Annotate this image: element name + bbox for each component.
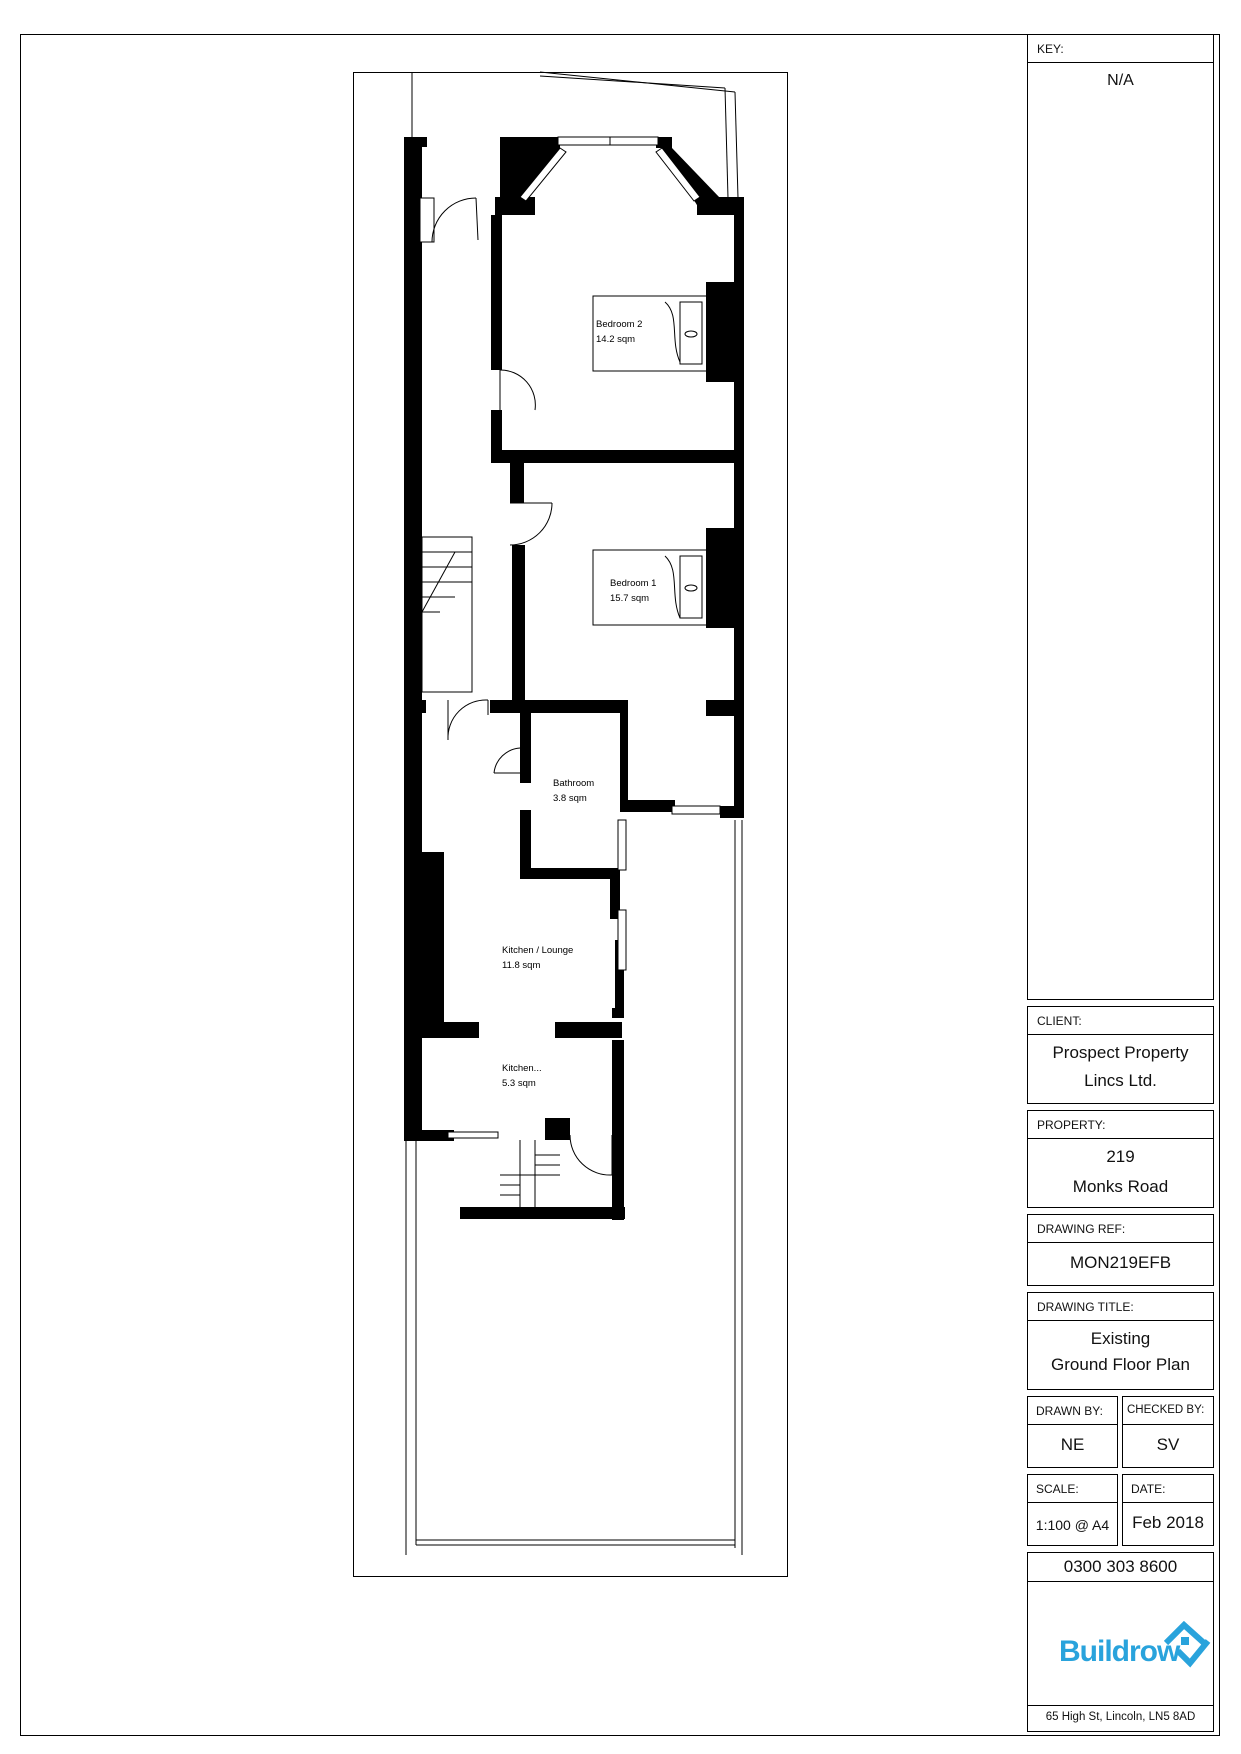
room-label-bathroom: [553, 776, 594, 806]
client-label: CLIENT:: [1028, 1007, 1213, 1035]
drawing-ref-label: DRAWING REF:: [1028, 1215, 1213, 1243]
room-name: Bedroom 1: [610, 578, 657, 589]
key-label: KEY:: [1028, 35, 1213, 63]
drawn-by-label: DRAWN BY:: [1028, 1397, 1117, 1425]
property-panel: [1027, 1110, 1214, 1208]
room-area: 3.8 sqm: [553, 793, 587, 804]
room-label-bedroom-1: [610, 576, 656, 606]
drawing-title-label: DRAWING TITLE:: [1028, 1293, 1213, 1321]
key-panel: [1027, 34, 1214, 1000]
drawing-ref-value: MON219EFB: [1069, 1253, 1172, 1272]
company-logo-icon: [1164, 1621, 1214, 1671]
room-area: 14.2 sqm: [596, 334, 636, 345]
date-value: Feb 2018: [1132, 1513, 1204, 1532]
scale-value: 1:100 @ A4: [1035, 1517, 1110, 1533]
date-panel: [1122, 1474, 1214, 1546]
room-name: Bathroom: [553, 778, 595, 789]
drawing-title-line-1: Existing: [1090, 1329, 1151, 1348]
room-name: Bedroom 2: [596, 319, 643, 330]
room-label-bedroom-2: [596, 317, 642, 347]
company-logo-text: Buildrow: [1059, 1635, 1180, 1668]
room-name: Kitchen / Lounge: [502, 945, 574, 956]
scale-panel: [1027, 1474, 1118, 1546]
scale-label: SCALE:: [1028, 1475, 1117, 1503]
walls: [404, 137, 744, 1220]
room-area: 15.7 sqm: [610, 593, 650, 604]
checked-by-panel: [1122, 1396, 1214, 1468]
date-label: DATE:: [1123, 1475, 1213, 1503]
room-label-kitchen-lounge: [502, 943, 573, 973]
drawn-by-value: NE: [1060, 1435, 1085, 1454]
drawing-ref-panel: [1027, 1214, 1214, 1286]
drawing-title-line-2: Ground Floor Plan: [1051, 1355, 1190, 1374]
room-name: Kitchen...: [502, 1063, 542, 1074]
property-label: PROPERTY:: [1028, 1111, 1213, 1139]
room-area: 5.3 sqm: [502, 1078, 536, 1089]
company-address: 65 High St, Lincoln, LN5 8AD: [1028, 1705, 1213, 1731]
checked-by-value: SV: [1156, 1435, 1180, 1454]
client-line-1: Prospect Property: [1052, 1043, 1189, 1062]
client-panel: [1027, 1006, 1214, 1104]
room-area: 11.8 sqm: [502, 960, 541, 971]
company-phone: 0300 303 8600: [1028, 1553, 1213, 1582]
key-value: N/A: [1107, 72, 1134, 89]
drawn-by-panel: [1027, 1396, 1118, 1468]
company-panel: [1027, 1552, 1214, 1732]
property-line-2: Monks Road: [1072, 1177, 1169, 1196]
room-label-kitchen: [502, 1061, 542, 1091]
property-line-1: 219: [1106, 1147, 1135, 1166]
checked-by-label: CHECKED BY:: [1123, 1397, 1213, 1425]
client-line-2: Lincs Ltd.: [1084, 1071, 1157, 1090]
windows: [448, 137, 720, 1138]
drawing-title-panel: [1027, 1292, 1214, 1390]
